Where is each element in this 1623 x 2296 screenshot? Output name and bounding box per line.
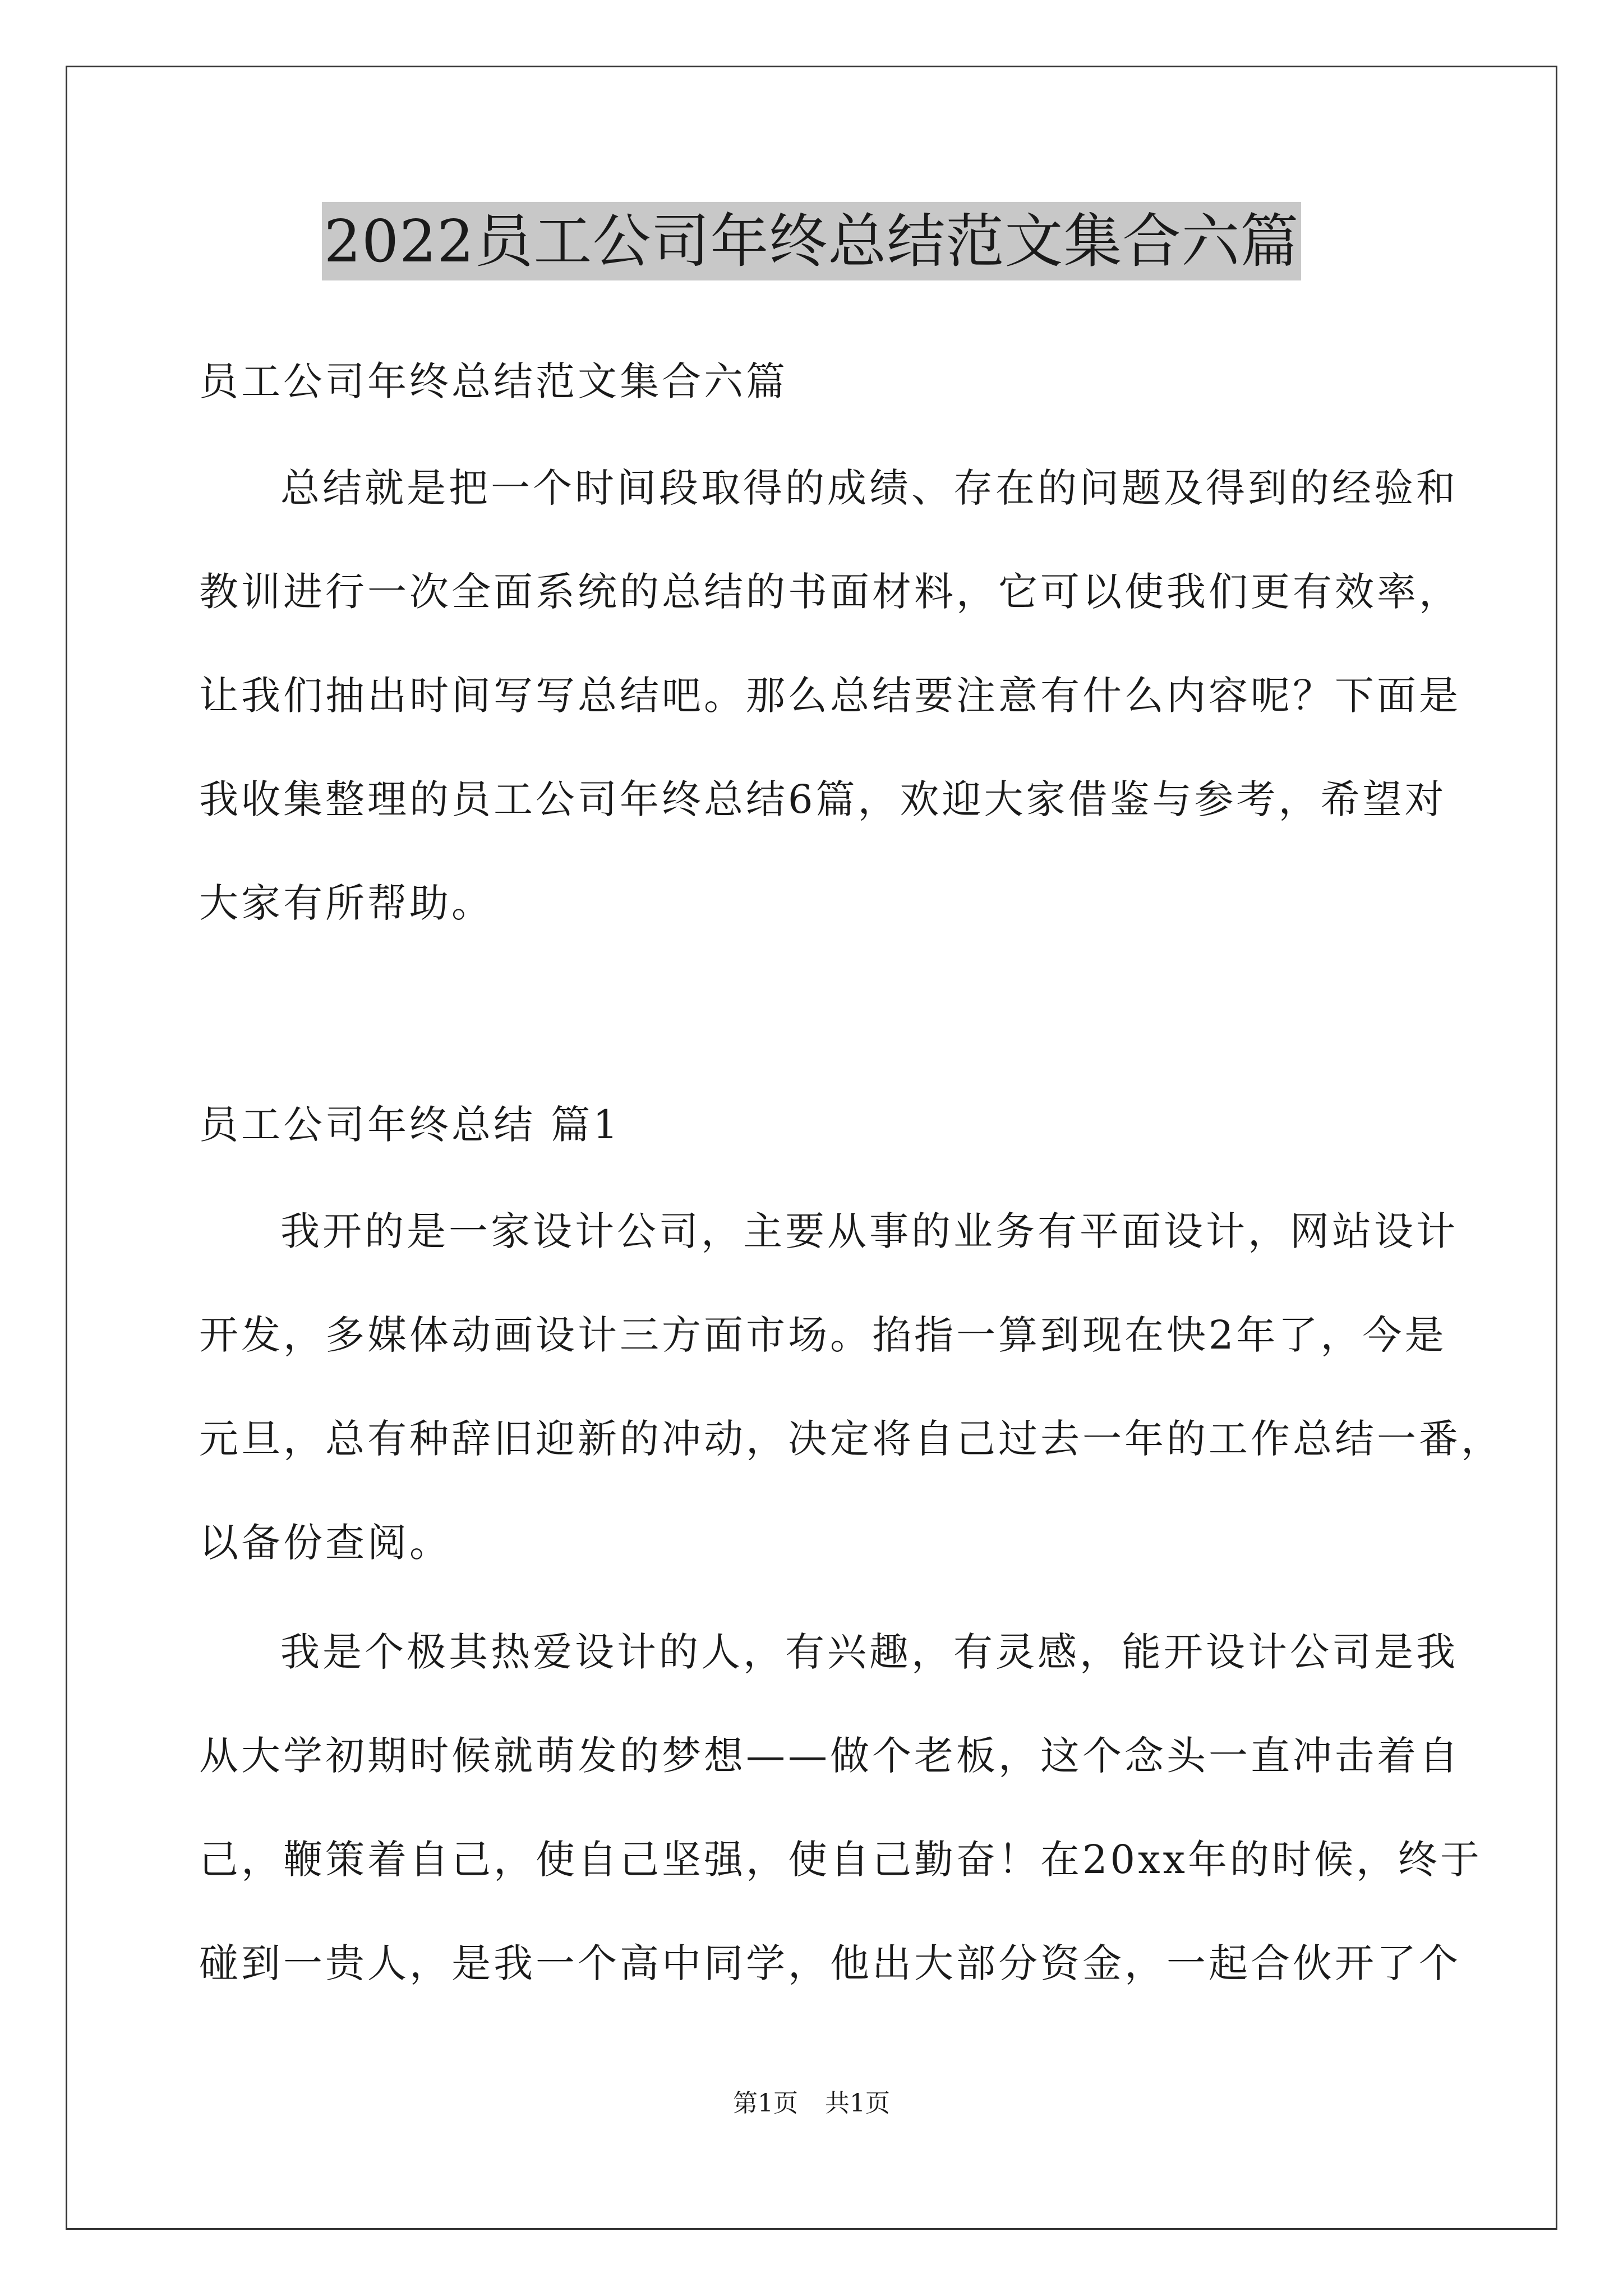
- document-subtitle: 员工公司年终总结范文集合六篇: [199, 358, 788, 404]
- intro-line-4: 我收集整理的员工公司年终总结6篇，欢迎大家借鉴与参考，希望对: [199, 776, 1447, 822]
- page-number-total: 共1页: [825, 2089, 890, 2118]
- section1-para1-line-2: 开发，多媒体动画设计三方面市场。掐指一算到现在快2年了，今是: [199, 1312, 1447, 1358]
- intro-line-3: 让我们抽出时间写写总结吧。那么总结要注意有什么内容呢？下面是: [199, 673, 1461, 719]
- section1-para1-line-3: 元旦，总有种辞旧迎新的冲动，决定将自己过去一年的工作总结一番，: [199, 1416, 1503, 1462]
- title-container: [0, 202, 1623, 280]
- section1-para2-line-2: 从大学初期时候就萌发的梦想——做个老板，这个念头一直冲击着自: [199, 1733, 1461, 1779]
- section1-para2-line-1: 我是个极其热爱设计的人，有兴趣，有灵感，能开设计公司是我: [280, 1629, 1458, 1675]
- section1-para1-line-4: 以备份查阅。: [199, 1520, 451, 1566]
- intro-line-1: 总结就是把一个时间段取得的成绩、存在的问题及得到的经验和: [280, 465, 1458, 511]
- section1-heading: 员工公司年终总结 篇1: [199, 1102, 621, 1148]
- section1-para2-line-4: 碰到一贵人，是我一个高中同学，他出大部分资金，一起合伙开了个: [199, 1940, 1461, 1986]
- page-number-current: 第1页: [733, 2089, 798, 2118]
- intro-line-5: 大家有所帮助。: [199, 880, 494, 926]
- page-footer: [0, 2087, 1623, 2120]
- intro-line-2: 教训进行一次全面系统的总结的书面材料，它可以使我们更有效率，: [199, 569, 1461, 615]
- section1-para1-line-1: 我开的是一家设计公司，主要从事的业务有平面设计，网站设计: [280, 1208, 1458, 1254]
- document-title: 2022员工公司年终总结范文集合六篇: [322, 202, 1302, 280]
- section1-para2-line-3: 己，鞭策着自己，使自己坚强，使自己勤奋！在20xx年的时候，终于: [199, 1837, 1483, 1883]
